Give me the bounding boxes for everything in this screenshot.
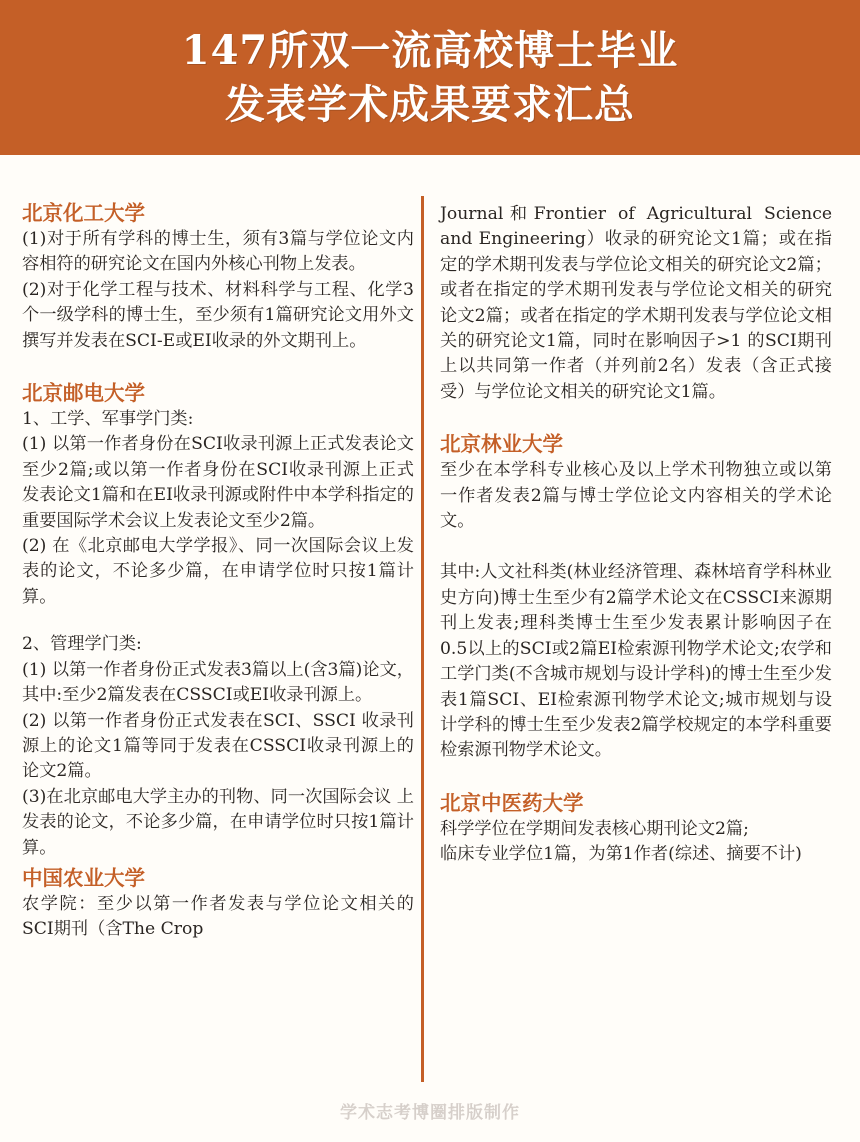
paragraph: (2) 以第一作者身份正式发表在SCI、SSCI 收录刊源上的论文1篇等同于发表在CSSCI收录刊源上的论文2篇。 [22,710,414,782]
university-title-bucm: 北京中医药大学 [440,790,584,815]
column-divider [421,196,424,1082]
paragraph: (1) 以第一作者身份正式发表3篇以上(含3篇)论文，其中:至少2篇发表在CSSCI或EI收录刊源上。 [22,659,414,706]
section-cau [22,865,414,943]
section-bhu [22,200,414,354]
paragraph: (2)对于化学工程与技术、材料科学与工程、化学3个一级学科的博士生，至少须有1篇研究论文用外文撰写并发表在SCI-E或EI收录的外文期刊上。 [22,279,414,351]
watermark: 学术志考博圈排版制作 [340,1103,520,1123]
right-column [440,202,832,868]
paragraph: 农学院：至少以第一作者发表与学位论文相关的SCI期刊（含The Crop [22,893,414,940]
paragraph: 临床专业学位1篇，为第1作者(综述、摘要不计) [440,844,802,865]
paragraph: (1) 以第一作者身份在SCI收录刊源上正式发表论文至少2篇;或以第一作者身份在SCI收录刊源上正式发表论文1篇和在EI收录刊源或附件中本学科指定的重要国际学术会议上发表论文至少2篇。 [22,434,414,531]
page-title-line-2: 发表学术成果要求汇总 [225,80,635,128]
paragraph: (2) 在《北京邮电大学学报》、同一次国际会议上发表的论文，不论多少篇，在申请学位时只按1篇计算。 [22,536,414,607]
left-column [22,200,414,943]
paragraph: (1)对于所有学科的博士生，须有3篇与学位论文内容相符的研究论文在国内外核心刊物上发表。 [22,229,414,275]
section-bupt [22,380,414,861]
section-bfu [440,431,832,763]
university-title-bupt: 北京邮电大学 [22,381,145,406]
university-title-cau: 中国农业大学 [22,865,145,890]
paragraph: 科学学位在学期间发表核心期刊论文2篇; [440,818,749,839]
university-title-bhu: 北京化工大学 [22,201,145,225]
paragraph: 至少在本学科专业核心及以上学术刊物独立或以第一作者发表2篇与博士学位论文内容相关的学术论文。 [440,460,832,532]
university-title-bfu: 北京林业大学 [440,432,563,457]
category-heading: 2、管理学门类: [22,634,142,655]
page-title-line-1: 147所双一流高校博士毕业 [181,26,679,74]
paragraph: 其中:人文社科类(林业经济管理、森林培育学科林业史方向)博士生至少有2篇学术论文在CSSCI来源期刊上发表;理科类博士生至少发表累计影响因子在0.5以上的SCI或2篇EI检索源刊物学术论文;农学和工学门类(不含城市规划与设计学科)的博士生至少发表1篇SCI、EI检索源刊物学术论文;城市规划与设计学科的博士生至少发表2篇学校规定的本学科重要检索源刊物学术论文。 [440,562,832,761]
title-banner [0,0,860,155]
section-bucm [440,790,832,868]
paragraph-continued: Journal和Frontier of Agricultural Science and Engineering）收录的研究论文1篇；或在指定的学术期刊发表与学位论文相关的研究论文2篇；或者在指定的学术期刊发表与学位论文相关的研究论文2篇；或者在指定的学术期刊发表与学位论文相关的研究论文1篇，同时在影响因子>1 的SCI期刊上以共同第一作者（并列前2名）发表（含正式接受）与学位论文相关的研究论文1篇。 [440,204,832,402]
paragraph: (3)在北京邮电大学主办的刊物、同一次国际会议 上发表的论文，不论多少篇，在申请学位时只按1篇计算。 [22,786,414,858]
category-heading: 1、工学、军事学门类: [22,409,194,430]
